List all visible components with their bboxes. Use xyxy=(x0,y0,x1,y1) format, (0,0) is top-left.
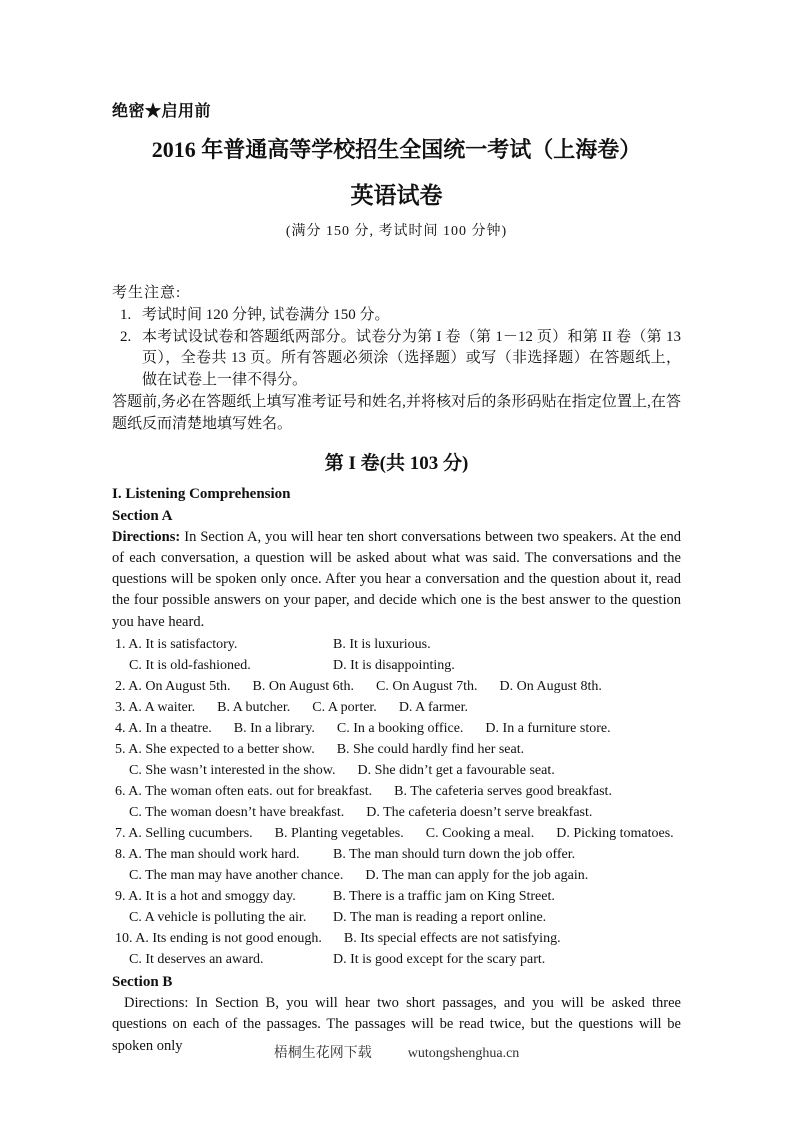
notice-item-text: 考试时间 120 分钟, 试卷满分 150 分。 xyxy=(142,306,390,323)
option-text: B. In a library. xyxy=(233,721,315,737)
option-text: D. It is good except for the scary part. xyxy=(333,952,546,968)
option-text: B. Its special effects are not satisfying. xyxy=(343,931,561,947)
notice-item-2 xyxy=(112,327,681,392)
option-text: D. The man is reading a report online. xyxy=(333,910,547,926)
option-text: 10. A. Its ending is not good enough. xyxy=(115,931,322,947)
footer-site-url: wutongshenghua.cn xyxy=(407,1046,520,1061)
option-text: D. Picking tomatoes. xyxy=(556,826,674,842)
candidate-notice-section xyxy=(112,283,681,436)
option-text: B. The cafeteria serves good breakfast. xyxy=(394,784,612,800)
exam-subject: 英语试卷 xyxy=(350,183,443,208)
option-text: 6. A. The woman often eats. out for breakfast. xyxy=(115,784,373,800)
option-text: C. Cooking a meal. xyxy=(425,826,535,842)
question-option-line xyxy=(112,886,681,907)
notice-item-number: 2. xyxy=(120,328,132,345)
option-text: C. She wasn’t interested in the show. xyxy=(129,763,336,779)
question-option-line xyxy=(112,718,681,739)
option-text: C. The woman doesn’t have breakfast. xyxy=(129,805,345,821)
option-text: D. In a furniture store. xyxy=(485,721,611,737)
section-b-directions: Directions: In Section B, you will hear two short passages, and you will be asked three questions on each of the passages. The passages will be read twice, but the questions will be spoken only xyxy=(112,995,681,1054)
option-text: D. She didn’t get a favourable seat. xyxy=(357,763,555,779)
option-text: 1. A. It is satisfactory. xyxy=(115,637,238,653)
option-text: 3. A. A waiter. xyxy=(115,700,196,716)
question-option-line xyxy=(112,928,681,949)
section-a-directions xyxy=(112,527,681,633)
option-text: C. It is old-fashioned. xyxy=(129,658,251,674)
option-text: B. A butcher. xyxy=(217,700,291,716)
classification-label: 绝密★启用前 xyxy=(112,103,212,120)
directions-label: Directions: xyxy=(112,528,181,545)
notice-item-1 xyxy=(112,305,681,327)
question-option-line xyxy=(112,781,681,802)
question-option-line xyxy=(112,907,681,928)
notice-item-number: 1. xyxy=(120,306,132,323)
option-text: B. There is a traffic jam on King Street. xyxy=(333,889,555,905)
option-text: D. The cafeteria doesn’t serve breakfast. xyxy=(366,805,593,821)
listening-questions-list xyxy=(112,634,681,970)
option-text: 4. A. In a theatre. xyxy=(115,721,212,737)
option-text: C. It deserves an award. xyxy=(129,952,264,968)
option-text: B. On August 6th. xyxy=(252,679,355,695)
option-text: C. A vehicle is polluting the air. xyxy=(129,910,307,926)
question-option-line xyxy=(112,760,681,781)
question-option-line xyxy=(112,697,681,718)
option-text: B. It is luxurious. xyxy=(333,637,431,653)
directions-text: In Section A, you will hear ten short conversations between two speakers. At the end of each conversation, a question will be asked about what was said. The conversations and the questions will be spoken only once. After you hear a conversation and the question about it, read the four possible answers on your paper, and decide which one is the best answer to the question you have heard. xyxy=(112,528,682,630)
notice-item-text: 本考试设试卷和答题纸两部分。试卷分为第 I 卷（第 1－12 页）和第 II 卷（第 13 页），全卷共 13 页。所有答题必须涂（选择题）或写（非选择题）在答题纸上，做在试卷上一律不得分。 xyxy=(142,328,681,389)
option-text: B. Planting vegetables. xyxy=(274,826,404,842)
option-text: 5. A. She expected to a better show. xyxy=(115,742,315,758)
question-option-line xyxy=(112,823,681,844)
option-text: C. On August 7th. xyxy=(376,679,478,695)
question-option-line xyxy=(112,865,681,886)
option-text: 8. A. The man should work hard. xyxy=(115,847,300,863)
exam-score-time-info: (满分 150 分, 考试时间 100 分钟) xyxy=(285,224,508,239)
part1-heading: 第 I 卷(共 103 分) xyxy=(324,452,469,474)
question-option-line xyxy=(112,676,681,697)
option-text: 2. A. On August 5th. xyxy=(115,679,231,695)
page-footer xyxy=(0,1042,793,1062)
option-text: 7. A. Selling cucumbers. xyxy=(115,826,253,842)
exam-title: 2016 年普通高等学校招生全国统一考试（上海卷） xyxy=(151,137,642,162)
question-option-line xyxy=(112,634,681,655)
question-option-line xyxy=(112,802,681,823)
notice-closing-paragraph: 答题前,务必在答题纸上填写准考证号和姓名,并将核对后的条形码贴在指定位置上,在答题纸反而清楚地填写姓名。 xyxy=(112,393,681,432)
footer-site-name: 梧桐生花网下载 xyxy=(273,1046,372,1061)
question-option-line xyxy=(112,739,681,760)
listening-comprehension-title: I. Listening Comprehension xyxy=(112,485,291,502)
option-text: B. The man should turn down the job offer. xyxy=(333,847,576,863)
question-option-line xyxy=(112,949,681,970)
option-text: D. It is disappointing. xyxy=(333,658,455,674)
option-text: C. The man may have another chance. xyxy=(129,868,344,884)
notice-heading: 考生注意: xyxy=(112,285,182,301)
section-a-label: Section A xyxy=(112,507,173,524)
question-option-line xyxy=(112,655,681,676)
option-text: D. On August 8th. xyxy=(499,679,602,695)
section-b-label: Section B xyxy=(112,974,173,991)
option-text: D. The man can apply for the job again. xyxy=(365,868,589,884)
option-text: C. In a booking office. xyxy=(336,721,464,737)
option-text: B. She could hardly find her seat. xyxy=(336,742,525,758)
option-text: D. A farmer. xyxy=(398,700,469,716)
option-text: 9. A. It is a hot and smoggy day. xyxy=(115,889,296,905)
option-text: C. A porter. xyxy=(312,700,377,716)
question-option-line xyxy=(112,844,681,865)
